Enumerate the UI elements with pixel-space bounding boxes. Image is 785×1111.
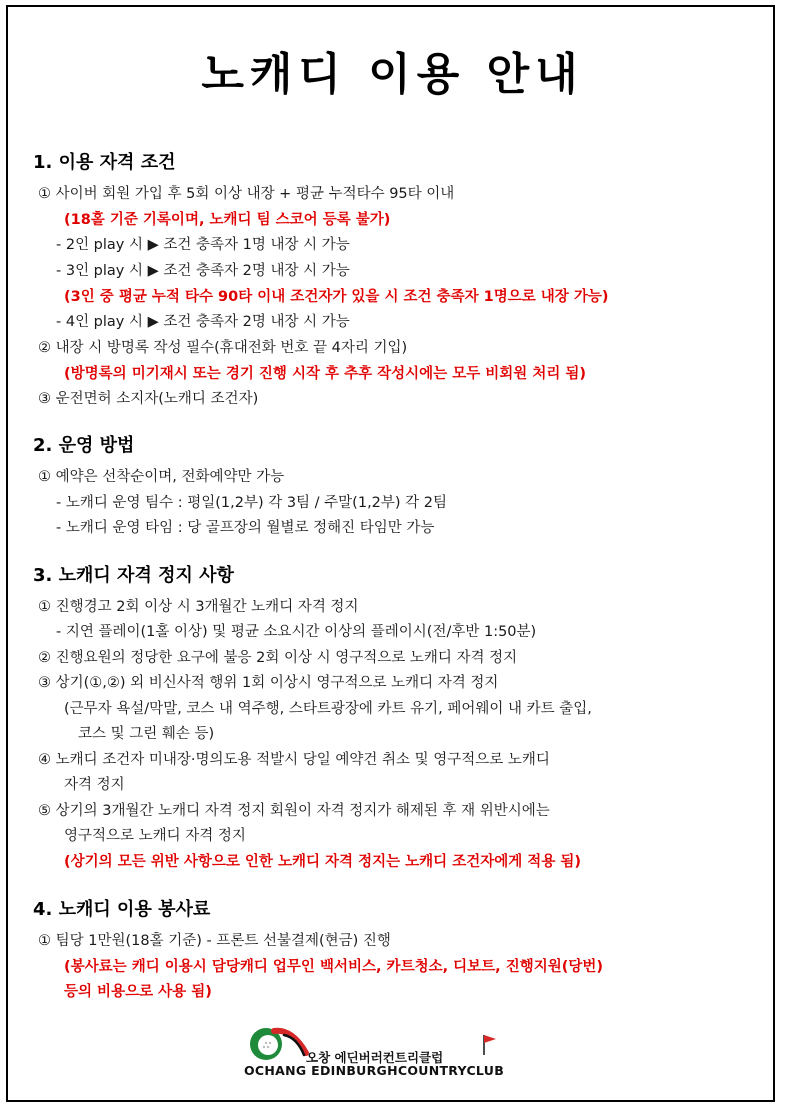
- section-4-note-1: (봉사료는 캐디 이용시 담당캐디 업무인 백서비스, 카트청소, 디보트, 진행지원(당번): [64, 959, 604, 975]
- section-2-line-1: ① 예약은 선착순이며, 전화예약만 가능: [38, 469, 285, 485]
- section-4-note-2: 등의 비용으로 사용 됨): [64, 984, 212, 1000]
- section-1-note-3: (방명록의 미기재시 또는 경기 진행 시작 후 추후 작성시에는 모두 비회원 처리 됨): [64, 366, 587, 382]
- section-3-line-8: 자격 정지: [64, 777, 125, 793]
- section-1-line-2: - 2인 play 시 ▶ 조건 충족자 1명 내장 시 가능: [56, 237, 350, 253]
- section-3-line-5: (근무자 욕설/막말, 코스 내 역주행, 스타트광장에 카트 유기, 페어웨이 내 카트 출입,: [64, 701, 592, 717]
- section-3-note: (상기의 모든 위반 사항으로 인한 노캐디 자격 정지는 노캐디 조건자에게 적용 됨): [64, 854, 582, 870]
- logo-golf-ball: [258, 1035, 278, 1055]
- section-1-line-4: - 4인 play 시 ▶ 조건 충족자 2명 내장 시 가능: [56, 314, 350, 330]
- section-3-heading: 3. 노캐디 자격 정지 사항: [33, 565, 234, 586]
- logo-flag: [484, 1035, 496, 1043]
- section-1-line-3: - 3인 play 시 ▶ 조건 충족자 2명 내장 시 가능: [56, 263, 350, 279]
- section-4-heading: 4. 노캐디 이용 봉사료: [33, 899, 211, 920]
- section-3-line-9: ⑤ 상기의 3개월간 노캐디 자격 정지 회원이 자격 정지가 해제된 후 재 위반시에는: [38, 803, 550, 819]
- section-3-line-3: ② 진행요원의 정당한 요구에 불응 2회 이상 시 영구적으로 노캐디 자격 정지: [38, 650, 518, 666]
- section-3-line-6: 코스 및 그린 훼손 등): [78, 726, 215, 742]
- section-1-note-1: (18홀 기준 기록이며, 노캐디 팀 스코어 등록 불가): [64, 212, 391, 228]
- section-3-line-2: - 지연 플레이(1홀 이상) 및 평균 소요시간 이상의 플레이시(전/후반 1:50분): [56, 624, 537, 640]
- section-3-line-10: 영구적으로 노캐디 자격 정지: [64, 828, 246, 844]
- logo-korean-text: 오창 에딘버러컨트리클럽: [306, 1050, 444, 1065]
- section-2-line-3: - 노캐디 운영 타임 : 당 골프장의 월별로 정해진 타임만 가능: [56, 520, 435, 536]
- section-1-line-1: ① 사이버 회원 가입 후 5회 이상 내장 + 평균 누적타수 95타 이내: [38, 186, 455, 202]
- section-2-line-2: - 노캐디 운영 팀수 : 평일(1,2부) 각 3팀 / 주말(1,2부) 각 2팀: [56, 495, 448, 511]
- section-3-line-7: ④ 노캐디 조건자 미내장·명의도용 적발시 당일 예약건 취소 및 영구적으로 노캐디: [38, 752, 550, 768]
- section-3-line-1: ① 진행경고 2회 이상 시 3개월간 노캐디 자격 정지: [38, 599, 359, 615]
- section-4-line-1: ① 팀당 1만원(18홀 기준) - 프론트 선불결제(현금) 진행: [38, 933, 391, 949]
- section-1-note-2: (3인 중 평균 누적 타수 90타 이내 조건자가 있을 시 조건 충족자 1명으로 내장 가능): [64, 289, 609, 305]
- page-title: 노캐디 이용 안내: [201, 49, 584, 100]
- logo-english-text: OCHANG EDINBURGHCOUNTRYCLUB: [244, 1063, 505, 1078]
- section-1-line-6: ③ 운전면허 소지자(노캐디 조건자): [38, 391, 259, 407]
- section-2-heading: 2. 운영 방법: [33, 435, 135, 456]
- section-3-line-4: ③ 상기(①,②) 외 비신사적 행위 1회 이상시 영구적으로 노캐디 자격 정지: [38, 675, 499, 691]
- section-1-heading: 1. 이용 자격 조건: [33, 152, 176, 173]
- section-1-line-5: ② 내장 시 방명록 작성 필수(휴대전화 번호 끝 4자리 기입): [38, 340, 408, 356]
